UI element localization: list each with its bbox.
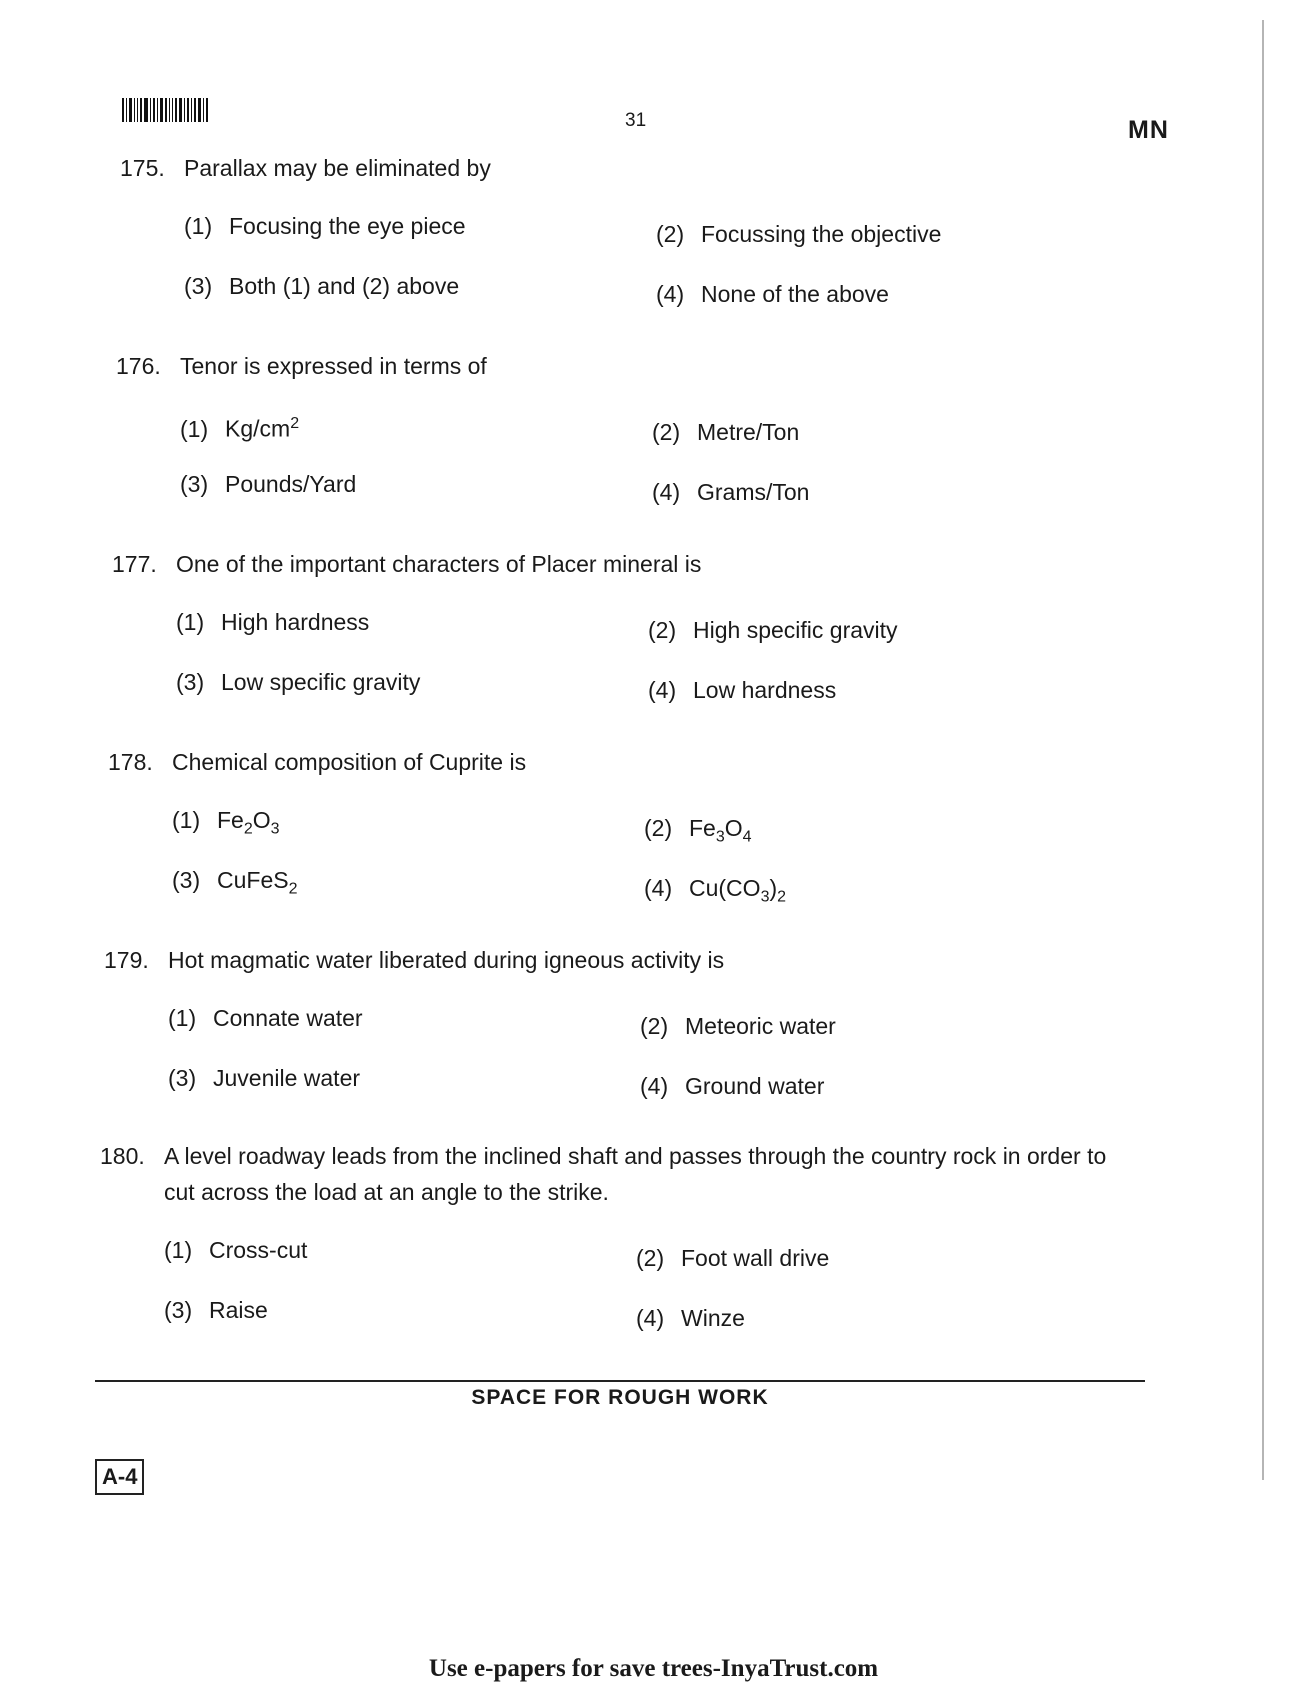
barcode-bar bbox=[137, 98, 138, 122]
barcode-bar bbox=[172, 98, 173, 122]
question-175 bbox=[120, 150, 1144, 338]
option-4: (4) Winze bbox=[636, 1305, 745, 1331]
question-number: 179. bbox=[104, 947, 149, 973]
question-180 bbox=[100, 1138, 1124, 1362]
rough-work-label: SPACE FOR ROUGH WORK bbox=[471, 1386, 769, 1409]
question-text: A level roadway leads from the inclined shaft and passes through the country rock in order to cut across the load at an angle to the strike. bbox=[164, 1143, 1107, 1205]
option-1: (1) $Kg/cm^2$ bbox=[180, 415, 300, 442]
question-number: 176. bbox=[116, 353, 161, 379]
question-177 bbox=[112, 546, 1136, 734]
barcode-bar bbox=[175, 98, 177, 122]
option-3: (3) Pounds/Yard bbox=[180, 471, 357, 497]
option-3: (3) Juvenile water bbox=[168, 1065, 361, 1091]
option-3: (3) CuFeS$_2$ bbox=[172, 867, 298, 898]
option-3: (3) Raise bbox=[164, 1297, 268, 1323]
barcode-bar bbox=[122, 98, 124, 122]
question-text: Tenor is expressed in terms of bbox=[180, 353, 487, 379]
option-3: (3) Both (1) and (2) above bbox=[184, 273, 460, 299]
barcode-bar bbox=[129, 98, 132, 122]
barcode bbox=[122, 98, 208, 122]
barcode-bar bbox=[150, 98, 151, 122]
option-2: (2) Meteoric water bbox=[640, 1013, 836, 1039]
question-text: One of the important characters of Placer mineral is bbox=[176, 551, 702, 577]
option-1: (1) Connate water bbox=[168, 1005, 363, 1031]
option-4: (4) Ground water bbox=[640, 1073, 825, 1099]
barcode-bar bbox=[187, 98, 189, 122]
question-179 bbox=[104, 942, 1128, 1130]
barcode-bar bbox=[160, 98, 163, 122]
option-2: (2) Focussing the objective bbox=[656, 221, 942, 247]
barcode-bar bbox=[126, 98, 127, 122]
option-1: (1) $Fe_2O_3$ bbox=[172, 807, 280, 838]
barcode-bar bbox=[134, 98, 135, 122]
option-1: (1) Cross-cut bbox=[164, 1237, 308, 1263]
page-edge-rule bbox=[1262, 20, 1264, 1480]
rough-work-divider bbox=[95, 1380, 1145, 1382]
barcode-bar bbox=[140, 98, 142, 122]
footer-watermark: Use e-papers for save trees-InyaTrust.com bbox=[428, 1655, 879, 1682]
barcode-bar bbox=[184, 98, 185, 122]
barcode-bar bbox=[191, 98, 192, 122]
question-text: Hot magmatic water liberated during igneous activity is bbox=[168, 947, 725, 973]
barcode-bar bbox=[198, 98, 201, 122]
barcode-bar bbox=[153, 98, 155, 122]
option-2: (2) Metre/Ton bbox=[652, 419, 800, 445]
option-1: (1) Focusing the eye piece bbox=[184, 213, 466, 239]
barcode-bar bbox=[203, 98, 204, 122]
question-178 bbox=[108, 744, 1132, 932]
option-2: (2) $Fe_3O_4$ bbox=[644, 815, 752, 846]
barcode-bar bbox=[169, 98, 170, 122]
question-176 bbox=[116, 348, 1140, 536]
question-number: 178. bbox=[108, 749, 153, 775]
option-3: (3) Low specific gravity bbox=[176, 669, 421, 695]
question-number: 177. bbox=[112, 551, 157, 577]
question-number: 180. bbox=[100, 1143, 145, 1169]
option-4: (4) Grams/Ton bbox=[652, 479, 810, 505]
question-text: Parallax may be eliminated by bbox=[184, 155, 491, 181]
question-text: Chemical composition of Cuprite is bbox=[172, 749, 527, 775]
barcode-bar bbox=[179, 98, 182, 122]
barcode-bar bbox=[144, 98, 148, 122]
barcode-bar bbox=[165, 98, 167, 122]
option-4: (4) Low hardness bbox=[648, 677, 837, 703]
option-1: (1) High hardness bbox=[176, 609, 370, 635]
option-2: (2) High specific gravity bbox=[648, 617, 898, 643]
option-4: (4) $Cu(CO_3)_2$ bbox=[644, 875, 787, 906]
question-number: 175. bbox=[120, 155, 165, 181]
booklet-code: A-4 bbox=[95, 1459, 144, 1495]
option-2: (2) Foot wall drive bbox=[636, 1245, 830, 1271]
barcode-bar bbox=[194, 98, 196, 122]
option-4: (4) None of the above bbox=[656, 281, 889, 307]
barcode-bar bbox=[157, 98, 158, 122]
barcode-bar bbox=[206, 98, 208, 122]
paper-code: MN bbox=[1128, 116, 1169, 144]
page-number: 31 bbox=[625, 110, 647, 131]
